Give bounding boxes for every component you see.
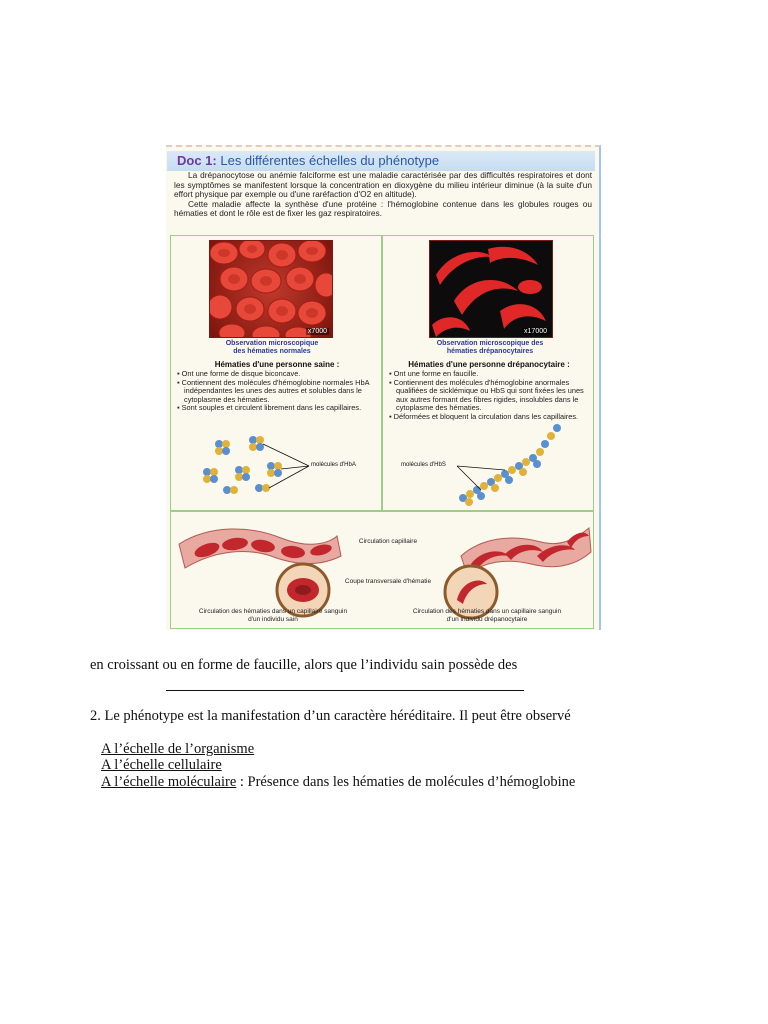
scale-molecular: A l’échelle moléculaire bbox=[101, 774, 237, 790]
paragraph-line-1: en croissant ou en forme de faucille, alors que l’individu sain possède des bbox=[90, 657, 518, 673]
intro-paragraph-1: La drépanocytose ou anémie falciforme est une maladie caractérisée par des difficultés respiratoires et dont les symptômes se manifestent lorsque la concentration en dioxygène du milieu intérieur diminue (à la suite d'un effort physique par exemple ou d'une raréfaction d'O2 en altitude). bbox=[174, 170, 592, 200]
figure-intro bbox=[174, 171, 592, 219]
normal-red-cells-image bbox=[210, 241, 332, 337]
capillary-circulation-label: Circulation capillaire bbox=[358, 538, 418, 545]
sickle-characteristics bbox=[389, 370, 589, 422]
cross-section-label: Coupe transversale d'hématie bbox=[344, 578, 432, 585]
list-item: ▪ Contiennent des molécules d'hémoglobine normales HbA indépendantes les unes des autres et solubles dans le cytoplasme des hématies. bbox=[177, 379, 377, 405]
sickle-circulation-caption: Circulation des hématies dans un capillaire sanguin d'un individu drépanocytaire bbox=[412, 608, 562, 623]
panel-capillary-circulation bbox=[170, 511, 594, 629]
list-item: ▪ Ont une forme de disque biconcave. bbox=[177, 370, 377, 379]
figure-header bbox=[167, 151, 595, 171]
figure-title-text: Les différentes échelles du phénotype bbox=[220, 153, 440, 168]
healthy-list-title: Hématies d'une personne saine : bbox=[214, 360, 340, 369]
micrograph-caption-sickle: Observation microscopique des hématies drépanocytaires bbox=[436, 340, 544, 355]
hba-molecule-icon bbox=[203, 436, 282, 494]
panel-sickle-cell bbox=[382, 235, 594, 511]
answer-blank-line bbox=[166, 690, 524, 691]
scale-organism: A l’échelle de l’organisme bbox=[101, 741, 255, 757]
healthy-circulation-caption: Circulation des hématies dans un capillaire sanguin d'un individu sain bbox=[198, 608, 348, 623]
figure-number: Doc 1: bbox=[177, 153, 217, 168]
healthy-characteristics bbox=[177, 370, 377, 413]
list-item: ▪ Déformées et bloquent la circulation dans les capillaires. bbox=[389, 413, 589, 422]
micrograph-normal-cells bbox=[209, 240, 333, 338]
question-2: 2. Le phénotype est la manifestation d’un caractère héréditaire. Il peut être observé bbox=[90, 708, 571, 724]
list-item: ▪ Contiennent des molécules d'hémoglobine anormales qualifiées de sicklémique ou HbS qui sont fixées les unes aux autres formant des fibres rigides, insolubles dans le cytoplasme des hématies. bbox=[389, 379, 589, 413]
panel-healthy bbox=[170, 235, 382, 511]
figure-title bbox=[177, 153, 439, 168]
intro-paragraph-2: Cette maladie affecte la synthèse d'une protéine : l'hémoglobine contenue dans les globules rouges ou hématies et dont le rôle est de fixer les gaz respiratoires. bbox=[174, 198, 592, 219]
micrograph-caption-normal: Observation microscopique des hématies normales bbox=[225, 340, 319, 355]
magnification-label: x7000 bbox=[307, 328, 327, 335]
doc1-figure bbox=[166, 145, 601, 630]
scale-molecular-description: : Présence dans les hématies de molécules d’hémoglobine bbox=[236, 774, 576, 790]
sickle-red-cells-image bbox=[430, 241, 552, 337]
list-item: ▪ Ont une forme en faucille. bbox=[389, 370, 589, 379]
hba-label: molécules d'HbA bbox=[311, 462, 356, 468]
scale-molecular-line bbox=[101, 774, 575, 791]
magnification-label: x17000 bbox=[524, 328, 547, 335]
micrograph-sickle-cells bbox=[429, 240, 553, 338]
sickle-list-title: Hématies d'une personne drépanocytaire : bbox=[408, 360, 570, 369]
hbs-fiber-icon bbox=[459, 424, 561, 506]
list-item: ▪ Sont souples et circulent librement dans les capillaires. bbox=[177, 404, 377, 413]
hbs-label: molécules d'HbS bbox=[401, 462, 446, 468]
scale-cellular: A l’échelle cellulaire bbox=[101, 757, 222, 773]
